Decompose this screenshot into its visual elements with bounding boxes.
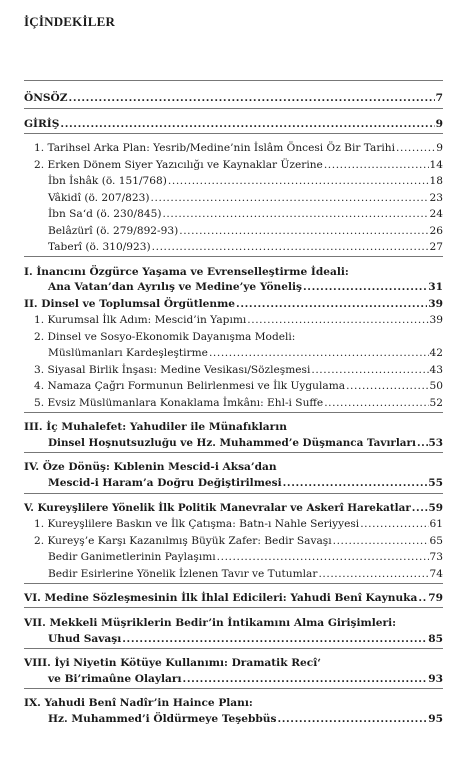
toc-entry-title: 4. Namaza Çağrı Formunun Belirlenmesi ve İlk Uygulama	[34, 380, 346, 392]
toc-entry-page-number: 9	[436, 142, 443, 154]
toc-entry-page-number: 39	[428, 298, 443, 310]
toc-entry[interactable]	[24, 266, 443, 279]
toc-entry[interactable]	[24, 697, 443, 710]
dot-leader	[346, 380, 428, 393]
toc-entry[interactable]	[24, 298, 443, 311]
toc-entry[interactable]	[34, 535, 443, 548]
toc-entry-title: Belâzürî (ö. 279/892-93)	[48, 225, 179, 237]
dot-leader	[168, 175, 429, 188]
toc-entry-title: İbn İshâk (ö. 151/768)	[48, 175, 167, 187]
toc-entry[interactable]	[34, 331, 443, 344]
toc-entry-page-number: 39	[429, 314, 443, 326]
toc-entry-title: Mescid-i Haram’a Doğru Değiştirilmesi	[48, 477, 282, 489]
dot-leader	[360, 518, 428, 531]
toc-entry-page-number: 95	[428, 713, 443, 725]
dot-leader	[311, 364, 428, 377]
toc-entry-title: Müslümanları Kardeşleştirme	[48, 347, 208, 359]
section-divider	[24, 607, 443, 608]
toc-entry[interactable]	[48, 713, 443, 726]
toc-entry-page-number: 26	[429, 225, 443, 237]
toc-entry-title: 5. Evsiz Müslümanlara Konaklama İmkânı: Ehl-i Suffe	[34, 397, 324, 409]
toc-entry-title: III. İç Muhalefet: Yahudiler ile Münafıkların	[24, 421, 287, 433]
toc-entry-title: Dinsel Hoşnutsuzluğu ve Hz. Muhammed’e Düşmanca Tavırları	[48, 437, 416, 449]
dot-leader	[151, 192, 429, 205]
section-divider	[24, 412, 443, 413]
toc-entry-title: Vâkidî (ö. 207/823)	[48, 192, 150, 204]
toc-entry-title: 1. Kureyşlilere Baskın ve İlk Çatışma: Batn-ı Nahle Seriyyesi	[34, 518, 360, 530]
toc-entry-page-number: 14	[429, 159, 443, 171]
toc-entry-title: Uhud Savaşı	[48, 633, 122, 645]
toc-entry[interactable]	[34, 364, 443, 377]
toc-entry-title: 2. Kureyş’e Karşı Kazanılmış Büyük Zafer: Bedir Savaşı	[34, 535, 332, 547]
toc-entry-page-number: 59	[428, 502, 443, 514]
toc-entry[interactable]	[34, 314, 443, 327]
toc-entry[interactable]	[24, 421, 443, 434]
toc-entry-page-number: 61	[429, 518, 443, 530]
toc-entry[interactable]	[48, 551, 443, 564]
dot-leader	[209, 347, 429, 360]
toc-entry[interactable]	[24, 461, 443, 474]
toc-entry[interactable]	[34, 380, 443, 393]
toc-entry[interactable]	[24, 502, 443, 515]
toc-entry[interactable]	[48, 208, 443, 221]
dot-leader	[236, 298, 427, 311]
section-divider	[24, 648, 443, 649]
toc-entry-title: II. Dinsel ve Toplumsal Örgütlenme	[24, 298, 236, 310]
dot-leader	[69, 92, 435, 105]
toc-entry-page-number: 18	[429, 175, 443, 187]
section-divider	[24, 452, 443, 453]
dot-leader	[318, 568, 428, 581]
toc-entry-page-number: 50	[429, 380, 443, 392]
toc-entry-page-number: 74	[429, 568, 443, 580]
toc-entry-title: 3. Siyasal Birlik İnşası: Medine Vesikası/Sözleşmesi	[34, 364, 311, 376]
toc-entry-title: GİRİŞ	[24, 118, 60, 130]
toc-entry-title: V. Kureyşlilere Yönelik İlk Politik Manevralar ve Askerî Harekatlar	[24, 502, 411, 514]
toc-entry-title: ve Bi’rimaûne Olayları	[48, 673, 182, 685]
toc-entry-title: IV. Öze Dönüş: Kıblenin Mescid-i Aksa’dan	[24, 461, 277, 473]
section-divider	[24, 80, 443, 81]
toc-entry-page-number: 52	[429, 397, 443, 409]
toc-entry-page-number: 31	[428, 281, 443, 293]
toc-entry[interactable]	[48, 281, 443, 294]
toc-entry-page-number: 7	[435, 92, 443, 104]
toc-entry-page-number: 55	[428, 477, 443, 489]
dot-leader	[183, 673, 428, 686]
section-divider	[24, 108, 443, 109]
toc-entry[interactable]	[24, 657, 443, 670]
toc-entry[interactable]	[34, 397, 443, 410]
dot-leader	[417, 437, 428, 450]
toc-entry[interactable]	[24, 617, 443, 630]
dot-leader	[152, 241, 429, 254]
toc-entry-title: Bedir Esirlerine Yönelik İzlenen Tavır ve Tutumlar	[48, 568, 318, 580]
toc-entry-page-number: 73	[429, 551, 443, 563]
dot-leader	[217, 551, 429, 564]
toc-entry[interactable]	[48, 225, 443, 238]
toc-entry-page-number: 43	[429, 364, 443, 376]
toc-entry-page-number: 53	[428, 437, 443, 449]
toc-entry-title: 2. Dinsel ve Sosyo-Ekonomik Dayanışma Modeli:	[34, 331, 296, 343]
toc-entry-page-number: 9	[435, 118, 443, 130]
toc-entry-title: VIII. İyi Niyetin Kötüye Kullanımı: Dramatik Recî‘	[24, 657, 321, 669]
dot-leader	[412, 502, 428, 515]
toc-entry[interactable]	[24, 92, 443, 105]
toc-entry-page-number: 24	[429, 208, 443, 220]
dot-leader	[179, 225, 428, 238]
toc-entry-page-number: 85	[428, 633, 443, 645]
toc-entry[interactable]	[48, 241, 443, 254]
toc-entry[interactable]	[24, 592, 443, 605]
toc-entry[interactable]	[48, 633, 443, 646]
section-divider	[24, 133, 443, 134]
toc-entry-title: IX. Yahudi Benî Nadîr’in Haince Planı:	[24, 697, 253, 709]
toc-entry[interactable]	[48, 437, 443, 450]
section-divider	[24, 583, 443, 584]
toc-entry[interactable]	[48, 477, 443, 490]
toc-entry-title: 1. Tarihsel Arka Plan: Yesrib/Medine’nin İslâm Öncesi Öz Bir Tarihi	[34, 142, 396, 154]
toc-entry[interactable]	[48, 568, 443, 581]
page-title: İÇİNDEKİLER	[24, 14, 116, 29]
toc-entry-page-number: 93	[428, 673, 443, 685]
toc-entry[interactable]	[24, 118, 443, 131]
toc-entry[interactable]	[34, 159, 443, 172]
dot-leader	[277, 713, 427, 726]
toc-entry-title: İbn Sa‘d (ö. 230/845)	[48, 208, 162, 220]
dot-leader	[122, 633, 427, 646]
toc-entry-page-number: 42	[429, 347, 443, 359]
dot-leader	[162, 208, 428, 221]
toc-entry[interactable]	[48, 347, 443, 360]
toc-entry-title: 2. Erken Dönem Siyer Yazıcılığı ve Kaynaklar Üzerine	[34, 159, 323, 171]
toc-entry-title: 1. Kurumsal İlk Adım: Mescid’in Yapımı	[34, 314, 247, 326]
dot-leader	[333, 535, 429, 548]
dot-leader	[324, 159, 429, 172]
toc-entry[interactable]	[48, 192, 443, 205]
dot-leader	[418, 592, 427, 605]
section-divider	[24, 493, 443, 494]
toc-entry-title: VI. Medine Sözleşmesinin İlk İhlal Edicileri: Yahudi Benî Kaynuka	[24, 592, 418, 604]
toc-entry-title: VII. Mekkeli Müşriklerin Bedir’in İntikamını Alma Girişimleri:	[24, 617, 397, 629]
toc-entry[interactable]	[48, 175, 443, 188]
section-divider	[24, 256, 443, 257]
toc-entry[interactable]	[34, 518, 443, 531]
toc-entry-title: Taberî (ö. 310/923)	[48, 241, 151, 253]
dot-leader	[60, 118, 434, 131]
dot-leader	[303, 281, 427, 294]
toc-entry-title: Hz. Muhammed’i Öldürmeye Teşebbüs	[48, 713, 277, 725]
dot-leader	[283, 477, 428, 490]
toc-entry[interactable]	[34, 142, 443, 155]
toc-entry[interactable]	[48, 673, 443, 686]
toc-entry-title: I. İnancını Özgürce Yaşama ve Evrenselleştirme İdeali:	[24, 266, 349, 278]
dot-leader	[247, 314, 428, 327]
toc-entry-page-number: 65	[429, 535, 443, 547]
toc-entry-page-number: 27	[429, 241, 443, 253]
toc-entry-title: Ana Vatan’dan Ayrılış ve Medine’ye Yöneliş	[48, 281, 303, 293]
section-divider	[24, 688, 443, 689]
dot-leader	[324, 397, 428, 410]
toc-entry-page-number: 79	[428, 592, 443, 604]
dot-leader	[396, 142, 435, 155]
toc-entry-title: Bedir Ganimetlerinin Paylaşımı	[48, 551, 216, 563]
toc-entry-title: ÖNSÖZ	[24, 92, 68, 104]
toc-entry-page-number: 23	[429, 192, 443, 204]
